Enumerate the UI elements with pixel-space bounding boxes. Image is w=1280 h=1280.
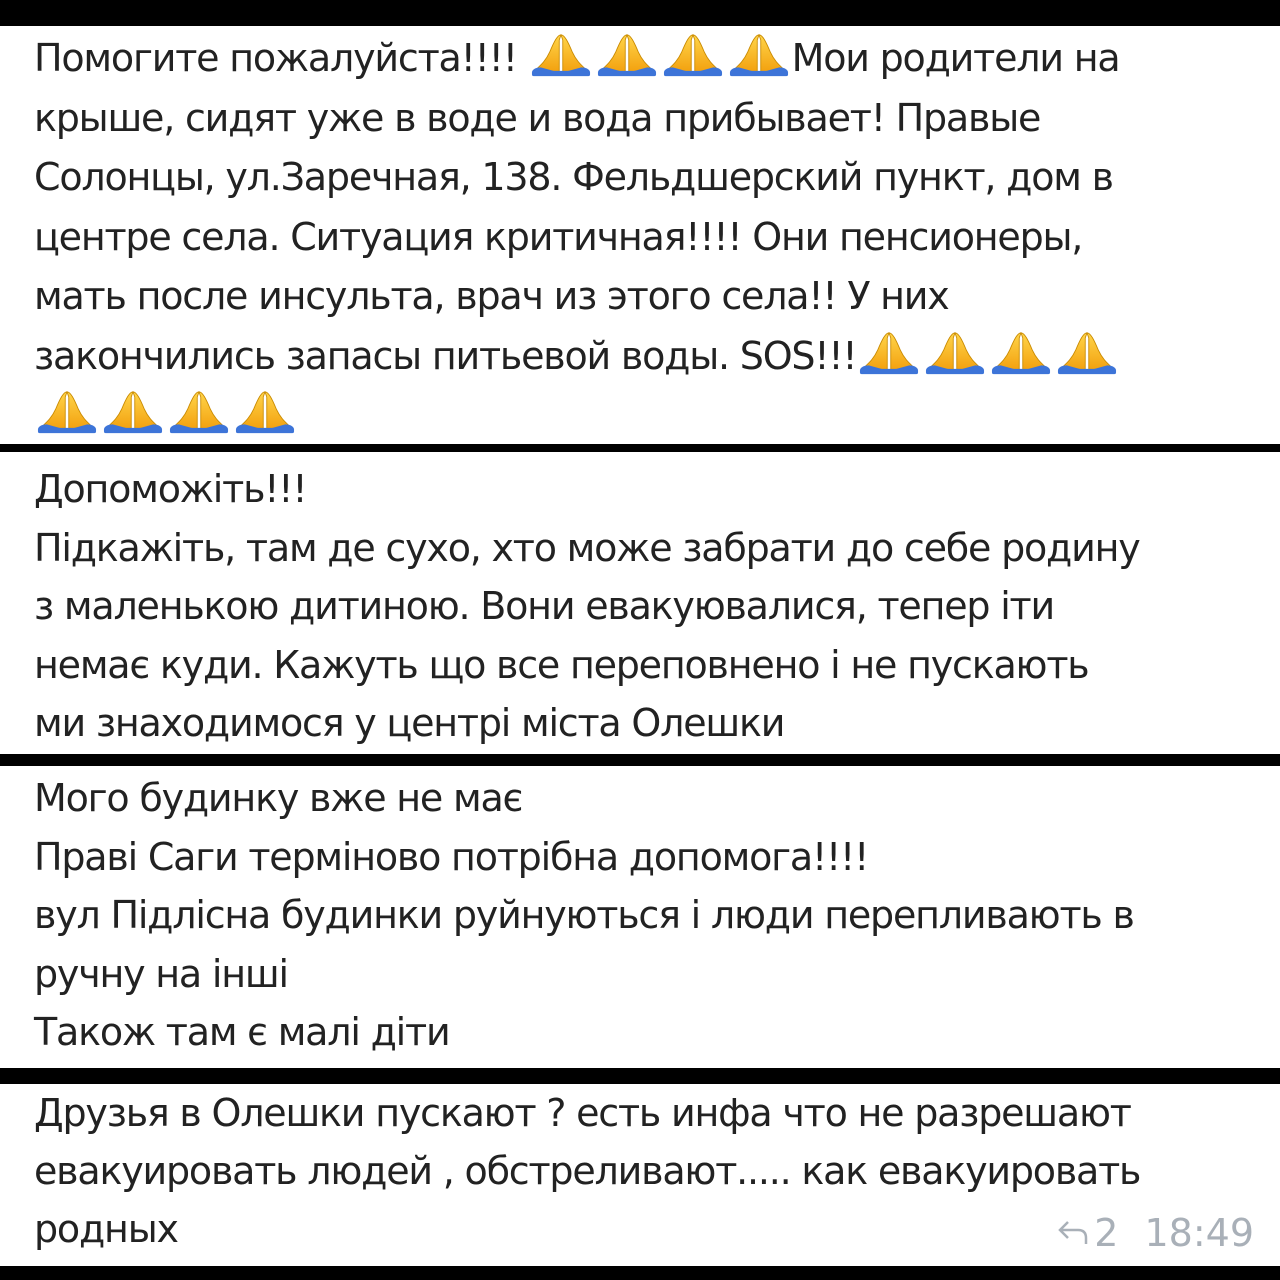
message-meta (1056, 1204, 1254, 1262)
message-line: ручну на інші (34, 951, 288, 996)
message-line: ми знаходимося у центрі міста Олешки (34, 701, 785, 745)
message-line: Солонцы, ул.Заречная, 138. Фельдшерский пункт, дом в (34, 155, 1113, 199)
message-line: евакуировать людей , обстреливают..... как евакуировать (34, 1149, 1141, 1193)
message-line: Підкажіть, там де сухо, хто може забрати до себе родину (34, 525, 1140, 570)
message-card (0, 766, 1280, 1068)
message-line: родных (34, 1207, 178, 1251)
folded-hands-icon (594, 33, 660, 77)
message-line: закончились запасы питьевой воды. SOS!!! (34, 327, 1240, 387)
message-line: вул Підлісна будинки руйнуються і люди перепливають в (34, 893, 1134, 937)
folded-hands-icon (660, 33, 726, 77)
message-line: крыше, сидят уже в воде и вода прибывает! Правые (34, 95, 1041, 140)
message-line: центре села. Ситуация критичная!!!! Они пенсионеры, (34, 214, 1083, 259)
message-line: Друзья в Олешки пускают ? есть инфа что не разрешают (34, 1091, 1131, 1135)
message-card (0, 452, 1280, 754)
folded-hands-icon (166, 390, 232, 434)
reply-count[interactable]: 2 (1094, 1211, 1119, 1255)
message-line: Також там є малі діти (34, 1010, 450, 1054)
message-line: Допоможіть!!! (34, 467, 307, 511)
folded-hands-icon (856, 331, 922, 375)
folded-hands-icon (34, 390, 100, 434)
folded-hands-icon (726, 33, 792, 77)
folded-hands-icon (1054, 331, 1120, 375)
message-card (0, 1084, 1280, 1266)
folded-hands-icon (100, 390, 166, 434)
message-line: немає куди. Кажуть що все переповнено і не пускають (34, 642, 1089, 687)
message-line: Праві Саги терміново потрібна допомога!!!! (34, 834, 869, 879)
folded-hands-icon (528, 33, 594, 77)
message-line: Мого будинку вже не має (34, 776, 523, 820)
message-time: 18:49 (1144, 1211, 1254, 1255)
folded-hands-icon (988, 331, 1054, 375)
reply-arrow-icon[interactable] (1056, 1218, 1090, 1248)
message-line: мать после инсульта, врач из этого села!! У них (34, 274, 949, 318)
message-line: Помогите пожалуйста!!!! Мои родители на (34, 29, 1240, 89)
folded-hands-icon (922, 331, 988, 375)
emoji-row (34, 386, 1240, 446)
message-card (0, 26, 1280, 444)
message-line: з маленькою дитиною. Вони евакуювалися, тепер іти (34, 584, 1054, 628)
folded-hands-icon (232, 390, 298, 434)
